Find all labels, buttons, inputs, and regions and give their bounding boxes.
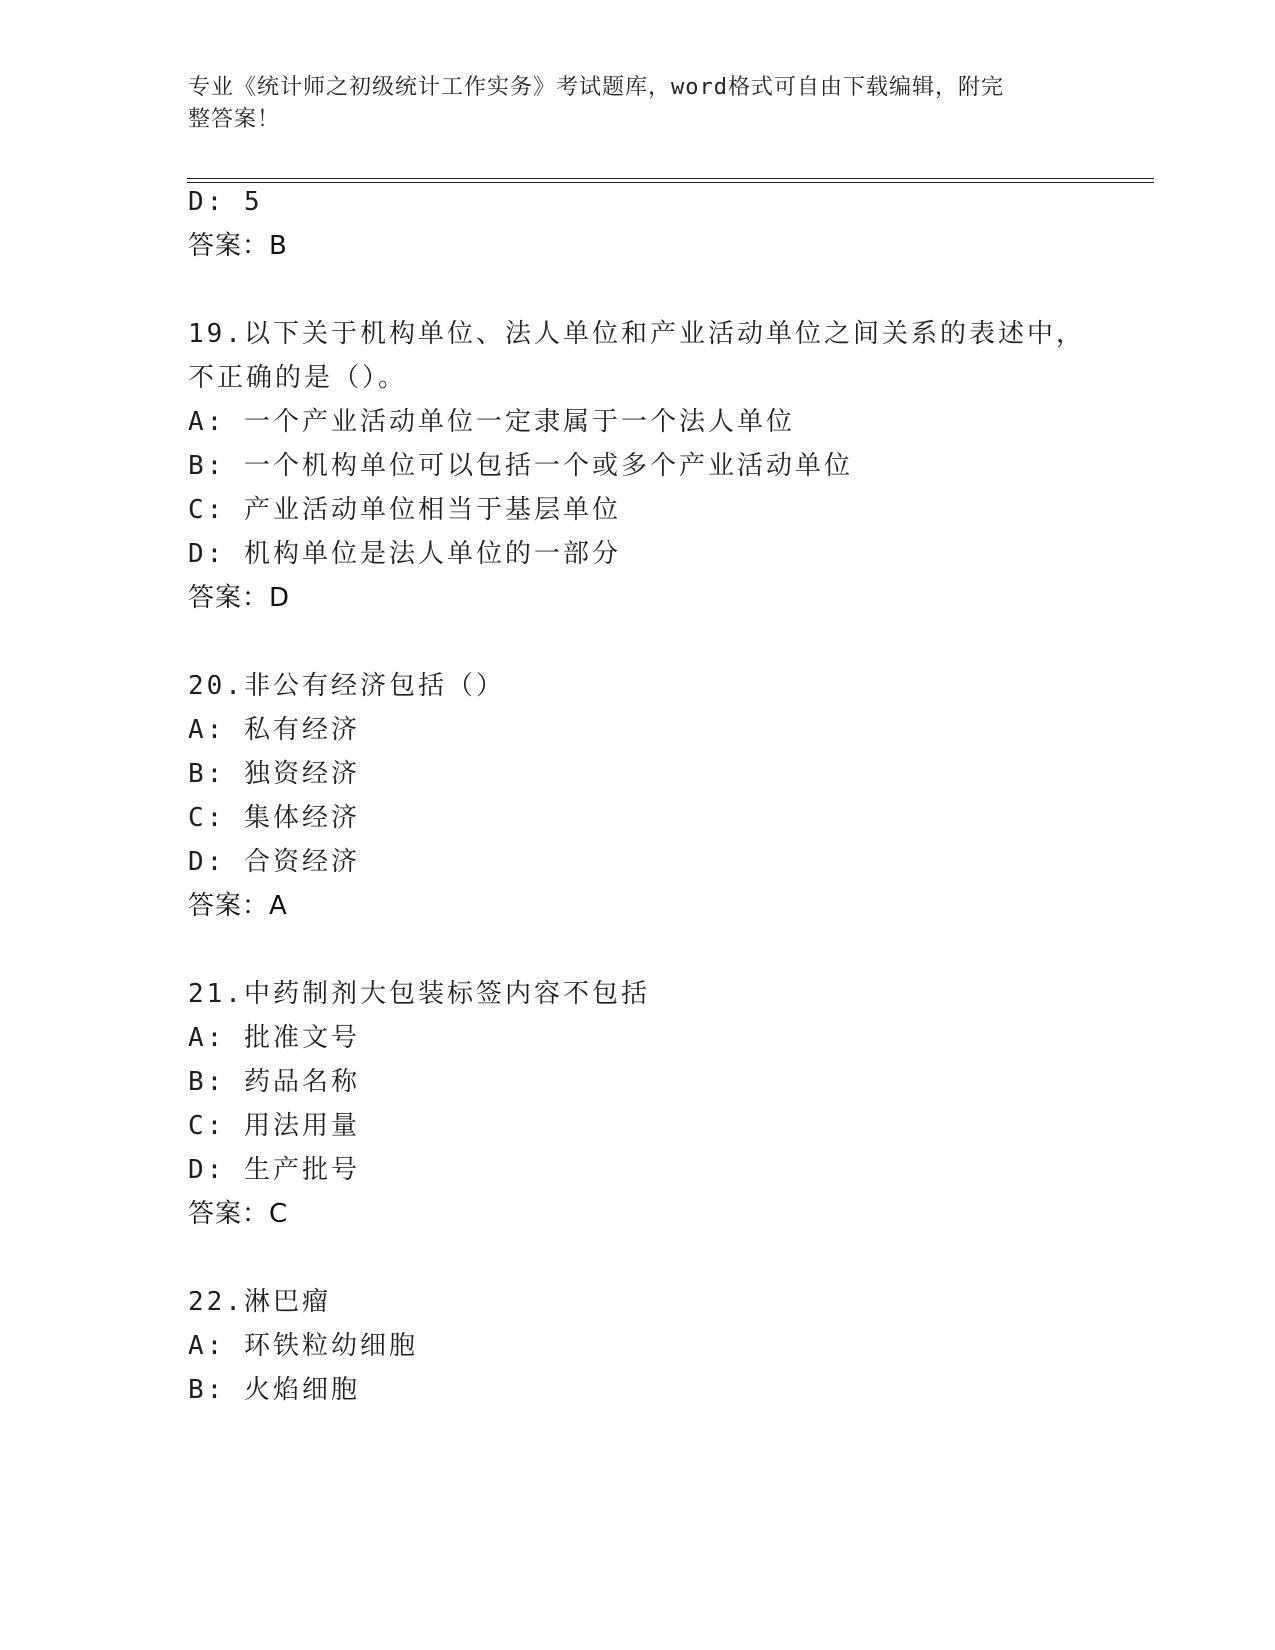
q19-option-c: C: 产业活动单位相当于基层单位 bbox=[188, 495, 621, 525]
q20-option-d: D: 合资经济 bbox=[188, 847, 360, 877]
page-header bbox=[188, 72, 1068, 136]
prev-option-d: D: 5 bbox=[188, 187, 263, 217]
q20-stem: 20.非公有经济包括（） bbox=[188, 671, 505, 701]
q22-stem: 22.淋巴瘤 bbox=[188, 1287, 331, 1317]
q21-option-d: D: 生产批号 bbox=[188, 1155, 360, 1185]
q19-stem-line-2: 不正确的是（）。 bbox=[188, 363, 408, 393]
q20-option-b: B: 独资经济 bbox=[188, 759, 360, 789]
q21-stem: 21.中药制剂大包装标签内容不包括 bbox=[188, 979, 650, 1009]
prev-answer: 答案：B bbox=[188, 231, 288, 261]
q20-option-c: C: 集体经济 bbox=[188, 803, 360, 833]
q19-option-b: B: 一个机构单位可以包括一个或多个产业活动单位 bbox=[188, 451, 853, 481]
q19-option-a: A: 一个产业活动单位一定隶属于一个法人单位 bbox=[188, 407, 795, 437]
q19-stem-line-1: 19.以下关于机构单位、法人单位和产业活动单位之间关系的表述中， bbox=[188, 319, 1085, 349]
q20-option-a: A: 私有经济 bbox=[188, 715, 360, 745]
q22-option-a: A: 环铁粒幼细胞 bbox=[188, 1331, 418, 1361]
q21-option-a: A: 批准文号 bbox=[188, 1023, 360, 1053]
q20-answer: 答案：A bbox=[188, 891, 288, 921]
q19-option-d: D: 机构单位是法人单位的一部分 bbox=[188, 539, 621, 569]
q21-option-c: C: 用法用量 bbox=[188, 1111, 360, 1141]
header-divider bbox=[187, 178, 1154, 183]
header-line-1: 专业《统计师之初级统计工作实务》考试题库，word格式可自由下载编辑，附完 bbox=[188, 75, 1004, 100]
q21-answer: 答案：C bbox=[188, 1199, 289, 1229]
q21-option-b: B: 药品名称 bbox=[188, 1067, 360, 1097]
header-line-2: 整答案！ bbox=[188, 107, 281, 132]
q22-option-b: B: 火焰细胞 bbox=[188, 1375, 360, 1405]
q19-answer: 答案：D bbox=[188, 583, 291, 613]
